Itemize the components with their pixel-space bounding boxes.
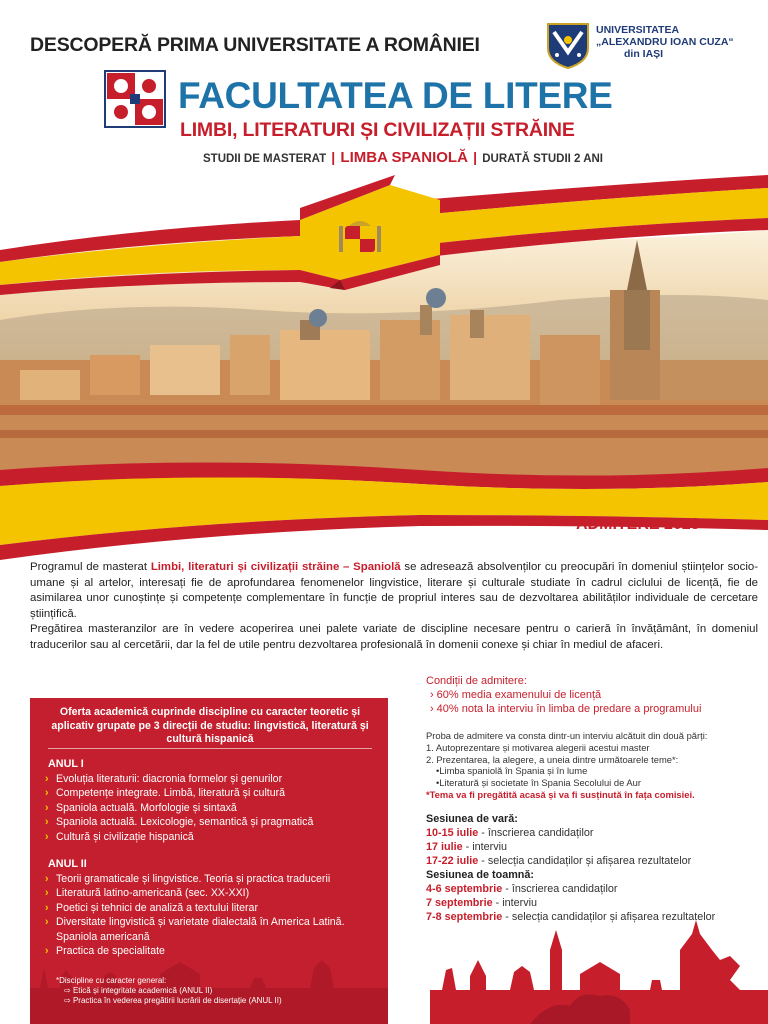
session-date: 17 iulie	[426, 841, 463, 853]
intro-text	[30, 560, 758, 654]
general-courses	[56, 976, 282, 1006]
session-activity: - înscrierea candidaților	[478, 827, 594, 839]
general-course-item: ⇨ Etică și integritate academică (ANUL II)	[64, 986, 213, 995]
general-course-item: ⇨ Practica în vederea pregătirii lucrării de disertație (ANUL II)	[64, 996, 282, 1005]
intro-paragraph-1	[30, 560, 758, 622]
course-item: › Spaniola actuală. Morfologie și sintaxă	[44, 801, 313, 815]
program-name: Limbi, literaturi și civilizații străine – Spaniolă	[150, 561, 401, 573]
session-date: 17-22 iulie	[426, 855, 479, 867]
madrid-skyline-silhouette	[430, 910, 768, 1024]
general-course-text: Etică și integritate academică (ANUL II)	[72, 986, 213, 995]
program-language: LIMBA SPANIOLĂ	[340, 149, 468, 166]
university-line-3: din IAȘI	[624, 48, 664, 60]
hero-banner	[0, 170, 768, 570]
autumn-session-title: Sesiunea de toamnă:	[426, 869, 535, 881]
session-row	[426, 854, 691, 868]
faculty-crest-icon	[104, 70, 166, 128]
year-1-list	[44, 772, 313, 844]
summer-session	[426, 812, 691, 868]
top-title: DESCOPERĂ PRIMA UNIVERSITATE A ROMÂNIEI	[30, 34, 480, 56]
conditions-title: Condiții de admitere:	[426, 675, 527, 687]
separator: |	[331, 149, 336, 165]
session-row	[426, 896, 715, 910]
test-part: 2. Prezentarea, la alegere, a uneia dintre următoarele teme*:	[426, 753, 679, 765]
intro-p1-end: se adresează absolvenților cu preocupări în domeniul științelor socio-umane și al artelor, interesați fie de aprofundarea fenomenelor lingvistice, literare și culturale studiate în cadrul ciclului de licență, fie de asimilarea unor cunoștințe și competențe complementare în funcție de propriul interes sau de dezvoltarea abilităților individuale de cercetare științifică.	[30, 561, 758, 620]
university-name	[596, 24, 734, 60]
year-1-title: ANUL I	[48, 758, 84, 770]
general-course-text: Practica în vederea pregătirii lucrării de disertație (ANUL II)	[72, 996, 282, 1005]
offer-heading: Oferta academică cuprinde discipline cu caracter teoretic și aplicativ grupate pe 3 direcții de studiu: lingvistică, literatură și cultură hispanică	[51, 706, 369, 746]
university-line-2: „ALEXANDRU IOAN CUZA“	[596, 36, 734, 48]
admission-year: ADMITERE 2023	[576, 516, 700, 533]
theme-note: *Tema va fi pregătită acasă și va fi susținută în fața comisiei.	[426, 788, 695, 800]
course-item: › Diversitate lingvistică și varietate dialectală în America Latină. Spaniola americană	[44, 915, 374, 944]
university-crest-icon	[546, 22, 590, 70]
program-level: STUDII DE MASTERAT	[203, 153, 327, 165]
session-activity: - selecția candidaților și afișarea rezultatelor	[502, 911, 716, 923]
course-item: › Competențe integrate. Limbă, literatură și cultură	[44, 786, 313, 800]
admission-test	[426, 730, 707, 801]
intro-paragraph-2: Pregătirea masteranzilor are în vedere acoperirea unei palete variate de discipline necesare pentru o carieră în învățământ, în domeniul traducerilor sau al cercetării, dar la fel de utile pentru dezvoltarea profesională în domenii conexe și chiar în mediul de afaceri.	[30, 623, 758, 651]
separator: |	[473, 149, 478, 165]
offer-divider	[48, 748, 372, 749]
session-row	[426, 840, 691, 854]
course-item: › Teorii gramaticale și lingvistice. Teoria și practica traducerii	[44, 872, 374, 886]
theme-item: •Limba spaniolă în Spania și în lume	[436, 765, 588, 777]
condition-item: › 60% media examenului de licență	[426, 688, 701, 702]
year-2-title: ANUL II	[48, 858, 87, 870]
session-activity: - înscrierea candidaților	[502, 883, 618, 895]
session-activity: - interviu	[462, 841, 508, 853]
course-item: › Literatură latino-americană (sec. XX-XXI)	[44, 886, 374, 900]
condition-item: › 40% nota la interviu în limba de predare a programului	[426, 702, 701, 716]
test-part: 1. Autoprezentare și motivarea alegerii acestui master	[426, 741, 650, 753]
test-intro: Proba de admitere va consta dintr-un interviu alcătuit din două părți:	[426, 730, 708, 741]
course-item: › Practica de specialitate	[44, 944, 374, 958]
faculty-subtitle: LIMBI, LITERATURI ȘI CIVILIZAȚII STRĂINE	[180, 119, 575, 141]
session-date: 7-8 septembrie	[426, 911, 503, 923]
session-row	[426, 826, 691, 840]
academic-offer-panel	[30, 698, 388, 1024]
course-item: › Cultură și civilizație hispanică	[44, 830, 313, 844]
year-2-list	[44, 872, 374, 958]
general-courses-title: *Discipline cu caracter general:	[56, 976, 167, 985]
session-date: 4-6 septembrie	[426, 883, 503, 895]
course-item: › Evoluția literaturii: diacronia formelor și genurilor	[44, 772, 313, 786]
session-activity: - interviu	[492, 897, 538, 909]
faculty-title: FACULTATEA DE LITERE	[178, 75, 613, 116]
admission-conditions	[426, 674, 701, 716]
intro-p1-start: Programul de masterat	[30, 561, 151, 573]
theme-item: •Literatură și societate în Spania Secolului de Aur	[436, 777, 641, 789]
session-row	[426, 882, 715, 896]
university-line-1: UNIVERSITATEA	[596, 24, 680, 36]
session-date: 7 septembrie	[426, 897, 493, 909]
program-duration: DURATĂ STUDII 2 ANI	[482, 153, 603, 165]
course-item: › Poetici și tehnici de analiză a textului literar	[44, 901, 374, 915]
session-date: 10-15 iulie	[426, 827, 479, 839]
summer-session-title: Sesiunea de vară:	[426, 813, 518, 825]
session-activity: - selecția candidaților și afișarea rezultatelor	[478, 855, 692, 867]
program-line	[203, 149, 603, 166]
course-item: › Spaniola actuală. Lexicologie, semantică și pragmatică	[44, 815, 313, 829]
